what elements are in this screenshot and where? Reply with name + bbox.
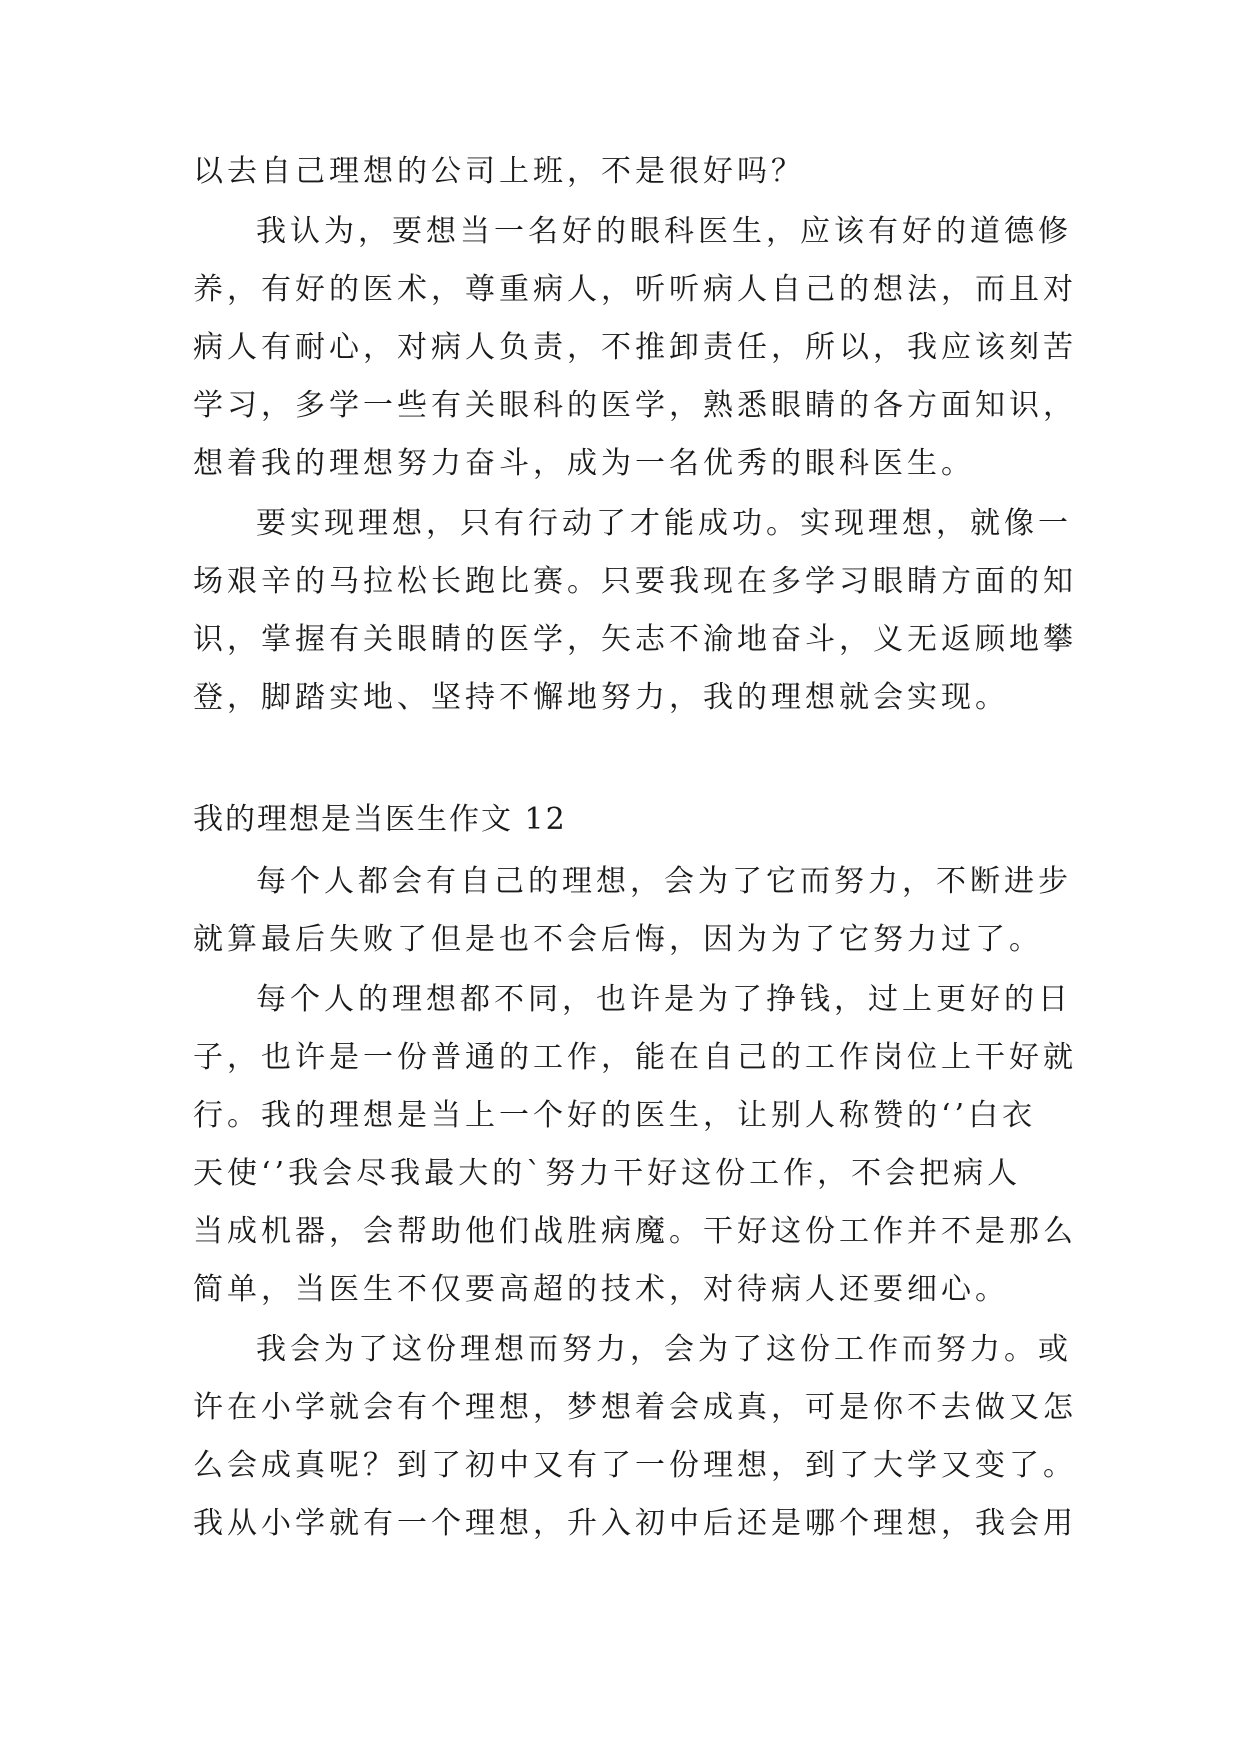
paragraph-line: 病人有耐心，对病人负责，不推卸责任，所以，我应该刻苦	[193, 330, 1077, 365]
paragraph-line: 我会为了这份理想而努力，会为了这份工作而努力。或	[256, 1332, 1072, 1367]
paragraph-line: 场艰辛的马拉松长跑比赛。只要我现在多学习眼睛方面的知	[193, 564, 1077, 599]
paragraph-line: 行。我的理想是当上一个好的医生，让别人称赞的‘’白衣	[193, 1098, 1037, 1133]
paragraph-line: 要实现理想，只有行动了才能成功。实现理想，就像一	[256, 506, 1072, 541]
paragraph-line: 识，掌握有关眼睛的医学，矢志不渝地奋斗，义无返顾地攀	[193, 622, 1077, 657]
paragraph-line: 登，脚踏实地、坚持不懈地努力，我的理想就会实现。	[193, 680, 1009, 715]
paragraph-line: 每个人的理想都不同，也许是为了挣钱，过上更好的日	[256, 982, 1072, 1017]
paragraph-line: 简单，当医生不仅要高超的技术，对待病人还要细心。	[193, 1272, 1009, 1307]
paragraph-line: 天使‘’我会尽我最大的`努力干好这份工作，不会把病人	[193, 1156, 1022, 1191]
paragraph-line: 我认为，要想当一名好的眼科医生，应该有好的道德修	[256, 214, 1072, 249]
paragraph-line: 想着我的理想努力奋斗，成为一名优秀的眼科医生。	[193, 446, 975, 481]
paragraph-line: 么会成真呢？到了初中又有了一份理想，到了大学又变了。	[193, 1448, 1077, 1483]
paragraph-line: 就算最后失败了但是也不会后悔，因为为了它努力过了。	[193, 922, 1043, 957]
paragraph-line: 学习，多学一些有关眼科的医学，熟悉眼睛的各方面知识，	[193, 388, 1077, 423]
paragraph-line: 许在小学就会有个理想，梦想着会成真，可是你不去做又怎	[193, 1390, 1077, 1425]
paragraph-continuation-line: 以去自己理想的公司上班，不是很好吗？	[193, 154, 805, 189]
essay-title: 我的理想是当医生作文 12	[193, 802, 567, 837]
paragraph-line: 养，有好的医术，尊重病人，听听病人自己的想法，而且对	[193, 272, 1077, 307]
paragraph-line: 子，也许是一份普通的工作，能在自己的工作岗位上干好就	[193, 1040, 1077, 1075]
paragraph-line: 我从小学就有一个理想，升入初中后还是哪个理想，我会用	[193, 1506, 1077, 1541]
paragraph-line: 当成机器，会帮助他们战胜病魔。干好这份工作并不是那么	[193, 1214, 1077, 1249]
paragraph-line: 每个人都会有自己的理想，会为了它而努力，不断进步	[256, 864, 1072, 899]
